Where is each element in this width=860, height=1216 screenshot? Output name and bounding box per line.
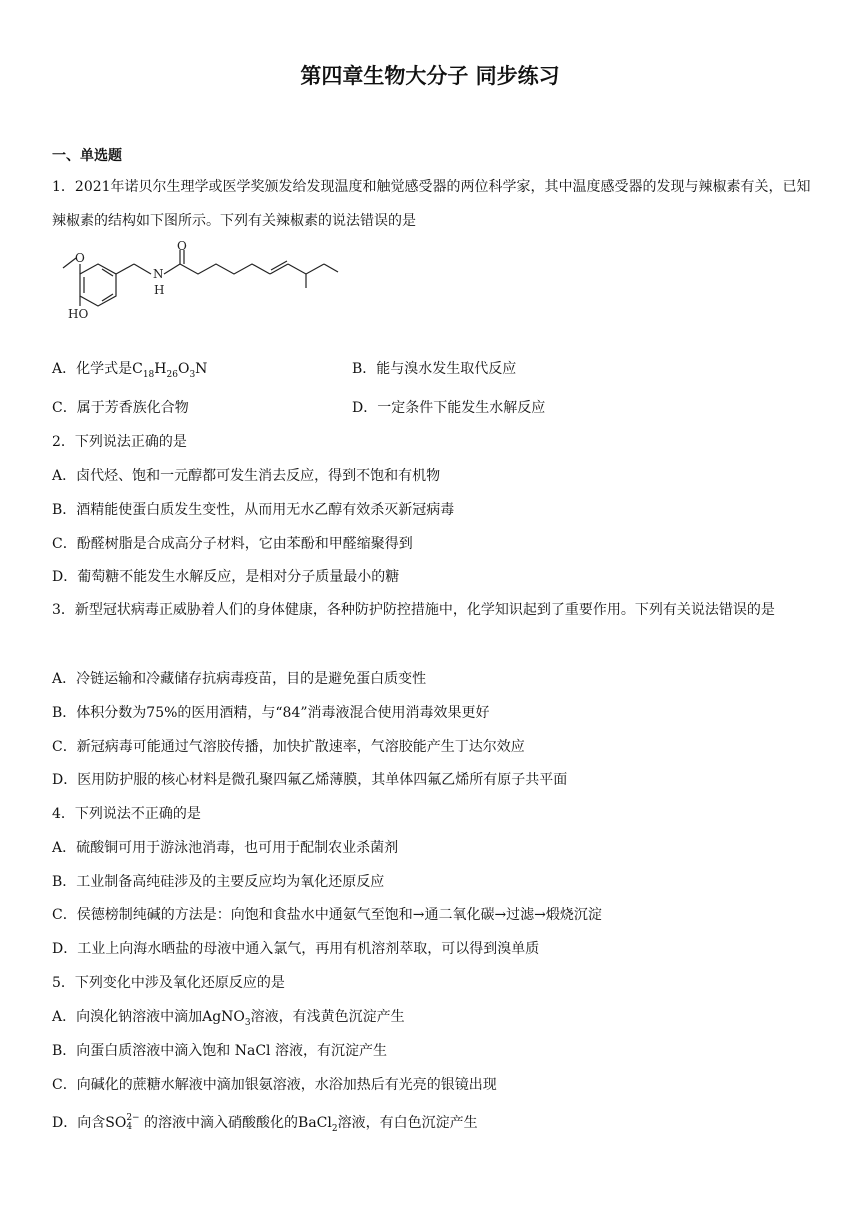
q1-option-b: B．能与溴水发生取代反应 bbox=[352, 361, 517, 377]
oxygen-label: O bbox=[177, 240, 187, 253]
capsaicin-structure bbox=[58, 240, 358, 324]
q4-option-a: A．硫酸铜可用于游泳池消毒，也可用于配制农业杀菌剂 bbox=[52, 840, 399, 856]
question-5-stem: 5．下列变化中涉及氧化还原反应的是 bbox=[52, 975, 285, 991]
q4-option-c: C．侯德榜制纯碱的方法是：向饱和食盐水中通氨气至饱和→通二氧化碳→过滤→煅烧沉淀 bbox=[52, 907, 602, 923]
q5-option-c: C．向碱化的蔗糖水解液中滴加银氨溶液，水浴加热后有光亮的银镜出现 bbox=[52, 1077, 497, 1093]
q5-option-a: A．向溴化钠溶液中滴加AgNO$_3$溶液，有浅黄色沉淀产生 bbox=[52, 1009, 405, 1028]
page-title: 第四章生物大分子 同步练习 bbox=[300, 64, 560, 88]
question-2-stem: 2．下列说法正确的是 bbox=[52, 434, 187, 450]
q1-option-c: C．属于芳香族化合物 bbox=[52, 400, 189, 416]
question-4-stem: 4．下列说法不正确的是 bbox=[52, 806, 201, 822]
q2-option-c: C．酚醛树脂是合成高分子材料，它由苯酚和甲醛缩聚得到 bbox=[52, 536, 413, 552]
q3-option-b: B．体积分数为75%的医用酒精，与“84”消毒液混合使用消毒效果更好 bbox=[52, 705, 490, 721]
section-heading: 一、单选题 bbox=[52, 148, 122, 164]
nitrogen-label: N bbox=[153, 267, 164, 281]
methoxy-oxygen-label: O bbox=[75, 251, 85, 265]
hydroxyl-label: HO bbox=[68, 307, 89, 321]
q1-option-a: A．化学式是$C_{18}H_{26}O_3N$ bbox=[52, 361, 208, 380]
hydrogen-label: H bbox=[154, 283, 165, 297]
q2-option-d: D．葡萄糖不能发生水解反应，是相对分子质量最小的糖 bbox=[52, 569, 400, 585]
q3-option-c: C．新冠病毒可能通过气溶胶传播，加快扩散速率，气溶胶能产生丁达尔效应 bbox=[52, 739, 525, 755]
q5-option-d: D．向含SO 2− 4 的溶液中滴入硝酸酸化的BaCl$_2$溶液，有白色沉淀产生 bbox=[52, 1113, 478, 1134]
question-1-stem: 1．2021年诺贝尔生理学或医学奖颁发给发现温度和触觉感受器的两位科学家，其中温度感受器的发现与辣椒素有关，已知辣椒素的结构如下图所示。下列有关辣椒素的说法错误的是 bbox=[52, 179, 811, 229]
q5-option-b: B．向蛋白质溶液中滴入饱和 NaCl 溶液，有沉淀产生 bbox=[52, 1043, 387, 1059]
q3-option-a: A．冷链运输和冷藏储存抗病毒疫苗，目的是避免蛋白质变性 bbox=[52, 671, 427, 687]
q2-option-b: B．酒精能使蛋白质发生变性，从而用无水乙醇有效杀灭新冠病毒 bbox=[52, 502, 455, 518]
q4-option-b: B．工业制备高纯硅涉及的主要反应均为氧化还原反应 bbox=[52, 874, 385, 890]
q4-option-d: D．工业上向海水晒盐的母液中通入氯气，再用有机溶剂萃取，可以得到溴单质 bbox=[52, 941, 540, 957]
q2-option-a: A．卤代烃、饱和一元醇都可发生消去反应，得到不饱和有机物 bbox=[52, 468, 441, 484]
q3-option-d: D．医用防护服的核心材料是微孔聚四氟乙烯薄膜，其单体四氟乙烯所有原子共平面 bbox=[52, 772, 568, 788]
q1-option-d: D．一定条件下能发生水解反应 bbox=[352, 400, 546, 416]
question-3-stem: 3．新型冠状病毒正威胁着人们的身体健康，各种防护防控措施中，化学知识起到了重要作用。下列有关说法错误的是 bbox=[52, 602, 775, 618]
